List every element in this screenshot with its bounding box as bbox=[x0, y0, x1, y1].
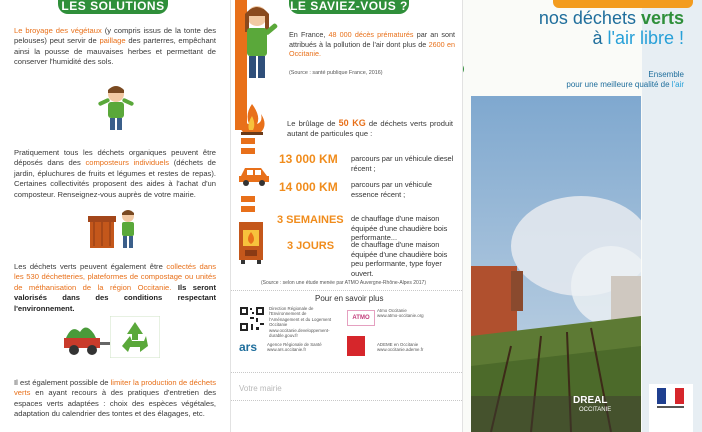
divider-3 bbox=[231, 400, 462, 401]
leaf-icon bbox=[462, 62, 465, 76]
fact-burning: Le brûlage de 50 KG de déchets verts produit autant de particules que : bbox=[287, 118, 453, 139]
more-info-title: Pour en savoir plus bbox=[315, 294, 384, 303]
dreal-contact: Direction Régionale de l'Environnement de l'Aménagement et du Logement Occitanie www.occitanie.developpement-durable.gouv.fr bbox=[269, 306, 332, 339]
child-gardener-icon bbox=[94, 82, 138, 132]
divider-2 bbox=[231, 372, 462, 373]
equals-mark-1b bbox=[241, 148, 255, 154]
burning-garden-photo bbox=[471, 96, 641, 432]
km-diesel-value: 13 000 KM bbox=[279, 152, 338, 166]
qr-code-icon bbox=[239, 306, 265, 332]
fire-icon bbox=[237, 102, 267, 136]
equals-mark-2b bbox=[241, 206, 255, 212]
km-essence-text: parcours par un véhicule essence récent ; bbox=[351, 180, 432, 199]
solutions-paragraph-4: Il est également possible de limiter la production de déchets verts en ayant recours à des pratiques d'entretien des espaces verts adaptées : choix des espèces végétales, adaptation du calendrier des tontes et des élagages, etc. bbox=[14, 378, 216, 419]
french-flag-icon bbox=[649, 384, 693, 414]
car-icon bbox=[237, 164, 271, 186]
divider bbox=[231, 290, 462, 291]
atmo-logo: ATMO bbox=[347, 310, 375, 326]
ars-logo: ars bbox=[239, 340, 258, 354]
fact-deaths-source: (Source : santé publique France, 2016) bbox=[289, 70, 383, 76]
dreal-logo-sub: OCCITANIE bbox=[579, 407, 612, 413]
cover-photo bbox=[471, 96, 641, 432]
solutions-banner: LES SOLUTIONS bbox=[58, 0, 168, 14]
dreal-logo: DREAL bbox=[573, 395, 608, 406]
weeks-value: 3 SEMAINES bbox=[277, 214, 344, 226]
cover-edge bbox=[642, 0, 702, 432]
weeks-text: de chauffage d'une maison équipée d'une chaudière bois performante... bbox=[351, 214, 448, 243]
mairie-note: Votre mairie bbox=[239, 384, 282, 393]
girl-pointing-icon bbox=[233, 2, 283, 92]
saviez-vous-banner: LE SAVIEZ-VOUS ? bbox=[290, 0, 408, 13]
ademe-contact: ADEME en Occitanie www.occitanie.ademe.fr bbox=[377, 342, 424, 353]
atmo-contact: Atmo Occitanie www.atmo-occitanie.org bbox=[377, 308, 424, 319]
green-circle-logo bbox=[463, 60, 471, 140]
cover-subtitle: Ensemble pour une meilleure qualité de l'air bbox=[566, 70, 684, 89]
recycle-icon bbox=[110, 316, 160, 358]
compost-bin-icon bbox=[86, 206, 146, 252]
days-text: de chauffage d'une maison équipée d'une chaudière bois peu performante, type foyer ouvert. bbox=[351, 240, 448, 278]
ars-contact: Agence Régionale de Santé www.ars.occitanie.fr bbox=[267, 342, 322, 353]
panel-cover bbox=[462, 0, 702, 432]
panel-solutions bbox=[0, 0, 230, 432]
cropped-title-strip bbox=[553, 0, 693, 8]
equals-mark-1 bbox=[241, 138, 255, 144]
solutions-paragraph-1: Le broyage des végétaux (y compris issus de la tonte des pelouses) peut servir de paillage des parterres, empêchant ainsi la pousse de mauvaises herbes et permettant de conserver l'humidité des sols. bbox=[14, 26, 216, 67]
km-diesel-text: parcours par un véhicule diesel récent ; bbox=[351, 154, 454, 173]
days-value: 3 JOURS bbox=[287, 240, 335, 252]
cover-title: nos déchets verts à l'air libre ! bbox=[538, 8, 684, 48]
atmo-source: (Source : selon une étude menée par ATMO Auvergne-Rhône-Alpes 2017) bbox=[261, 280, 427, 286]
wood-stove-icon bbox=[235, 218, 267, 264]
republique-francaise-logo bbox=[649, 384, 693, 432]
solutions-paragraph-3: Les déchets verts peuvent également être collectés dans les 530 déchetteries, plateformes de compostage ou unités de méthanisation de la région Occitanie. Ils seront valorisés dans des conditions respectant l'environnement. bbox=[14, 262, 217, 313]
solutions-paragraph-2: Pratiquement tous les déchets organiques peuvent être déposés dans des composteurs individuels (déchets de jardin, épluchures de fruits et légumes et restes de repas). Certaines collectivités proposent des aides à l'achat d'un composteur. Renseignez-vous auprès de votre mairie. bbox=[14, 148, 216, 199]
km-essence-value: 14 000 KM bbox=[279, 180, 338, 194]
fact-deaths: En France, 48 000 décès prématurés par an sont attribués à la pollution de l'air dont plus de 2600 en Occitanie. bbox=[289, 30, 456, 59]
ademe-logo bbox=[347, 336, 365, 356]
panel-saviez-vous bbox=[230, 0, 462, 432]
equals-mark-2 bbox=[241, 196, 255, 202]
